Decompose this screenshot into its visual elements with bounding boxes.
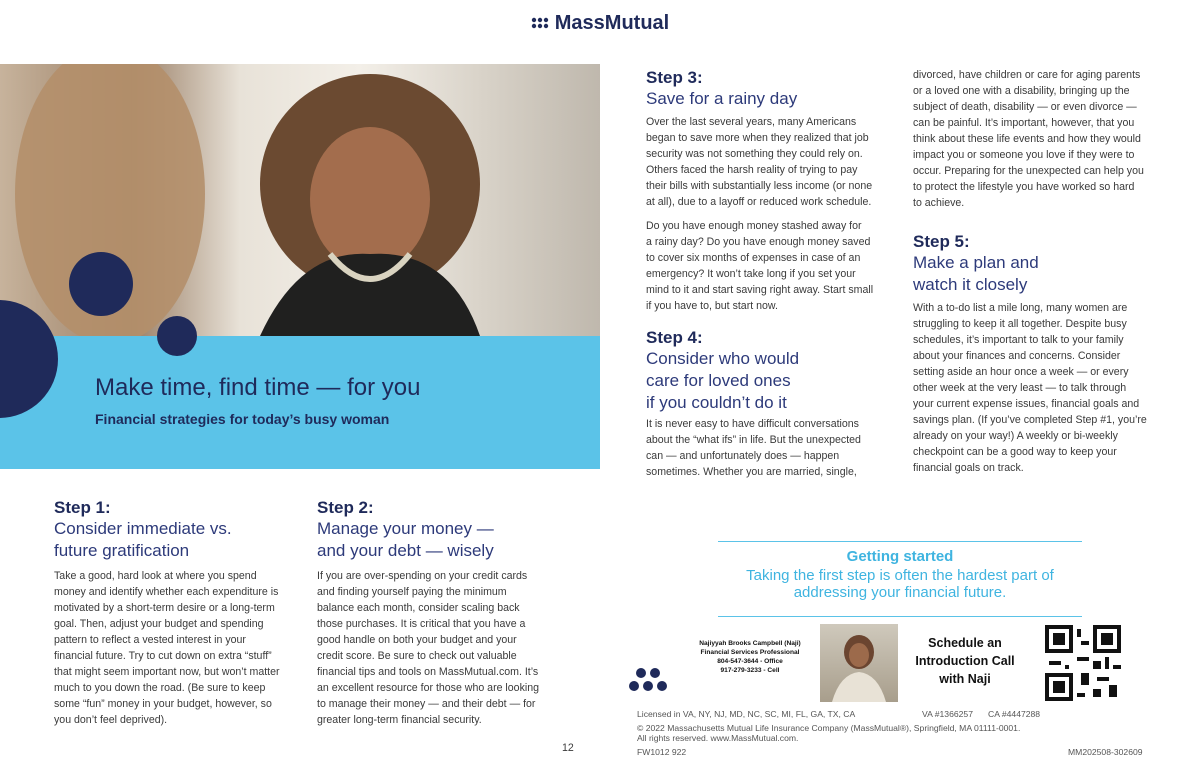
step5-section [913,232,1163,476]
step1-body: Take a good, hard look at where you spend money and identify whether each expenditure is motivated by a short-term desire or a long-term goal. Then, adjust your budget and spending pattern to reflect a vested interest in your financial future. Try to cut down on extra “stuff” that might seem important now, but won’t matter much to you down the road. (Be sure to keep some “fun” money in your budget, however, so you don’t feel deprived). [54,570,280,726]
step3-title-line1: Save for a rainy day [646,89,798,108]
step5-title-line1: Make a plan and [913,253,1039,272]
copyright-line: © 2022 Massachusetts Mutual Life Insurance Company (MassMutual®), Springfield, MA 01111-0001. [637,723,1021,733]
page-number: 12 [562,742,574,754]
footer-logo-dots-icon [628,666,672,697]
banner-band [0,336,600,469]
advisor-office-phone[interactable]: 804-547-3644 - Office [717,658,783,665]
step1-section [54,498,299,728]
step2-title-line2: and your debt — wisely [317,541,494,560]
banner-subtitle: Financial strategies for today’s busy woman [95,411,390,427]
step4-title-line3: if you couldn’t do it [646,393,787,412]
step1-title-line2: future gratification [54,541,190,560]
form-code: FW1012 922 [637,747,687,757]
advisor-name: Najiyyah Brooks Campbell (Naji) [699,640,801,647]
va-license: VA #1366257 [922,709,973,719]
medium-dot-decoration [69,252,133,316]
advisor-contact [680,639,820,675]
step3-heading: Step 3: [646,68,703,87]
schedule-call-cta[interactable]: Schedule an Introduction Call with Naji [915,636,1015,686]
step2-section [317,498,562,728]
advisor-photo [820,624,898,702]
step4-title-line1: Consider who would [646,349,800,368]
step3-body-para1: Over the last several years, many Americans began to save more when they realized that job security was not something they could rely on. Others faced the harsh reality of trying to pay their bills with substantially less income (or none at all), due to a layoff or reduced work schedule. [646,116,873,208]
step4-continued-body: divorced, have children or care for aging parents or a loved one with a disability, bringing up the subject of death, disability — or even divorce — can be painful. It’s important, however, that you think about these life events and how they would impact you or someone you love if they were to occur. Preparing for the unexpected can help you to protect the lifestyle you have worked so hard to achieve. [913,69,1144,209]
rights-line: All rights reserved. www.MassMutual.com. [637,733,799,743]
getting-started-line2: addressing your financial future. [793,584,1007,601]
step4-section [646,328,891,480]
banner-title: Make time, find time — for you [95,374,421,401]
ca-license: CA #4447288 [988,709,1041,719]
step3-section [646,68,891,314]
step1-title-line1: Consider immediate vs. [54,519,232,538]
advisor-role: Financial Services Professional [700,649,800,656]
step4-body: It is never easy to have difficult conversations about the “what ifs” in life. But the unexpected can — and unfortunately does — happen sometimes. Whether you are married, single, [646,418,861,478]
licensed-states: Licensed in VA, NY, NJ, MD, NC, SC, MI, FL, GA, TX, CA [637,709,856,719]
step5-body: With a to-do list a mile long, many women are struggling to keep it all together. Despite busy schedules, it’s important to talk to your family about your finances and concerns. Consider setting aside an hour once a week — or every other week at the very least — to talk through your current expense issues, financial goals and savings plan. (If you’ve completed Step #1, you’re already on your way!) A weekly or bi-weekly checkpoint can be a good way to keep your financial goals on track. [913,302,1147,474]
step1-heading: Step 1: [54,498,111,517]
step4-title-line2: care for loved ones [646,371,791,390]
advisor-cell-phone[interactable]: 917-279-3233 - Cell [720,667,780,674]
masmutual-logo [0,12,1200,35]
getting-started-box [718,541,1082,617]
mm-code: MM202508-302609 [1068,747,1143,757]
logo-dots-icon [531,12,551,35]
logo-text: MassMutual [554,12,670,34]
getting-started-heading: Getting started [846,548,954,565]
step2-heading: Step 2: [317,498,374,517]
qr-code-icon[interactable] [1045,625,1121,701]
step4-heading: Step 4: [646,328,703,347]
step3-body-para2: Do you have enough money stashed away for a rainy day? Do you have enough money saved to cover six months of expenses in case of an emergency? It won’t take long if you set your mind to it and start saving right away. Start small if you have to, but start now. [646,220,874,312]
step5-heading: Step 5: [913,232,970,251]
step2-title-line1: Manage your money — [317,519,494,538]
step5-title-line2: watch it closely [913,275,1028,294]
step2-body: If you are over-spending on your credit cards and finding yourself paying the minimum balance each month, consider scaling back those purchases. It is critical that you have a good handle on both your budget and your credit score. Be sure to check out valuable financial tips and tools on MassMutual.com. It’s an excellent resource for those who are looking to manage their money — and their debt — for greater long-term financial security. [317,570,540,726]
small-dot-decoration [157,316,197,356]
getting-started-line1: Taking the first step is often the hardest part of [746,567,1054,584]
